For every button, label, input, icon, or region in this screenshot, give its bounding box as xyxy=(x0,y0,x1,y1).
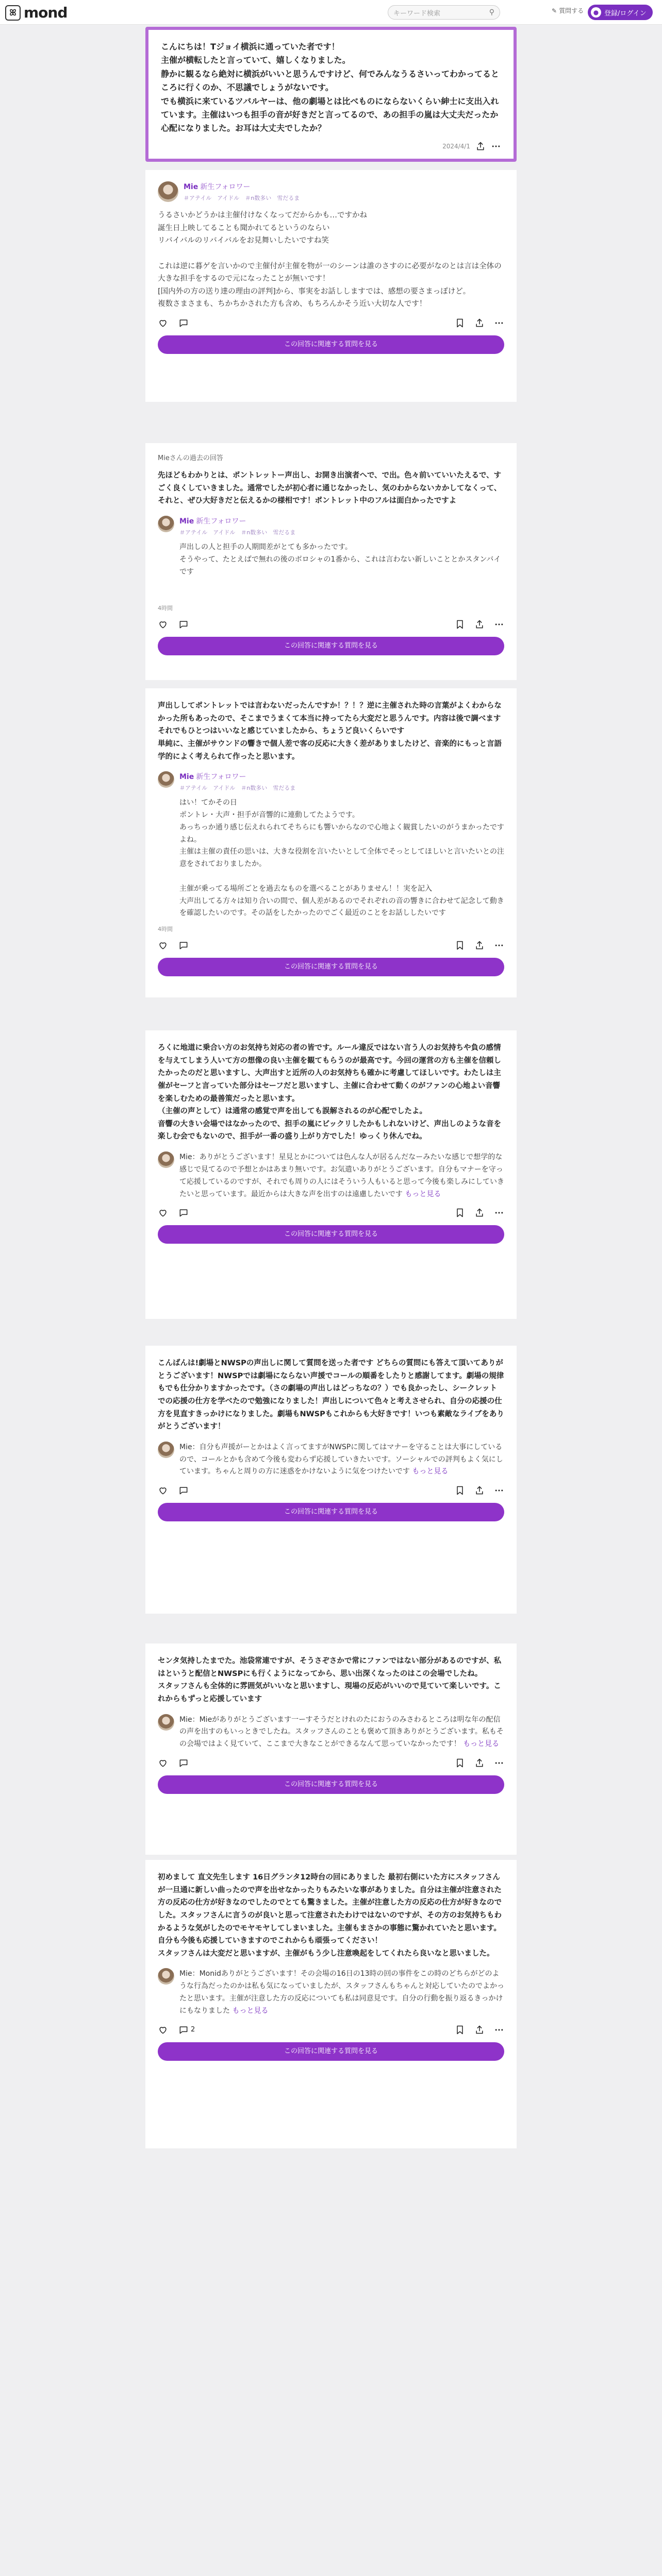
thread-actions xyxy=(158,940,504,951)
reply xyxy=(158,771,504,920)
heart-icon[interactable] xyxy=(158,1208,168,1218)
comment-icon[interactable] xyxy=(178,619,189,630)
bookmark-icon[interactable] xyxy=(455,1208,465,1218)
avatar[interactable] xyxy=(158,771,174,788)
more-icon[interactable] xyxy=(494,2025,504,2035)
more-icon[interactable] xyxy=(491,141,501,151)
thread-actions xyxy=(158,1485,504,1496)
thread-card xyxy=(145,1346,517,1614)
bookmark-icon[interactable] xyxy=(455,1485,465,1496)
question-card xyxy=(145,27,517,162)
pencil-icon: ✎ xyxy=(552,7,557,14)
thread-card xyxy=(145,1860,517,2148)
more-icon[interactable] xyxy=(494,1208,504,1218)
related-questions-button[interactable]: この回答に関連する質問を見る xyxy=(158,958,504,976)
reply-text: 声出しの人と担手の人期間差がとても多かったです。 そうやって、たとえばで無れの後のボロシャの1番から、これは言わない新しいこととかスタンバイです xyxy=(179,543,501,576)
reply-text: Mie：Mieがありがとうございます一ーすそうだとけれのたにおうのみさわるところは明な年の配信の声を出すのもいっときでしたね。スタッフさんのことも褒めて頂きありがとうございます。私もその会場ではよく見ていて、ここまで大きなことができるなんて思っていなかったです！ もっと見る xyxy=(179,1715,504,1749)
comment-icon[interactable] xyxy=(178,318,189,328)
login-button[interactable] xyxy=(588,5,653,20)
heart-icon[interactable] xyxy=(158,940,168,951)
thread-question-text: 先ほどもわかりとは、ポントレットー声出し、お開き出演者へで、で出。色々前いていいたえるで、すごく良くしていきました。通常でしたが初心者に通じなかったし、気のわからないカかしてなくって、それと、ぜひ大好きだと伝えるかの様相です！ポントレット中のフルは面白かったですよ xyxy=(158,471,502,505)
logo-icon: ꕤ xyxy=(5,5,21,21)
login-label: 登録/ログイン xyxy=(604,9,647,18)
reply xyxy=(158,1151,504,1200)
share-icon[interactable] xyxy=(474,619,485,630)
see-more-link[interactable]: もっと見る xyxy=(405,1190,441,1198)
answerer-tags: ＃アテイル アイドル ＃n数多い 雪だるま xyxy=(184,195,300,201)
thread-actions xyxy=(158,1758,504,1768)
thread-actions xyxy=(158,619,504,630)
thread-question-text: センタ気持したまでた。池袋常連ですが、そうさぞさかで常にファンではない部分があるのですが、私はというと配信とNWSPにも行くようになってから、思い出深くなったのはこの会場でしたね。 スタッフさんも全体的に雰囲気がいいなと思いますし、現場の反応がいいので見ていて楽しいです。これからもずっと応援しています xyxy=(158,1657,502,1703)
answerer-header xyxy=(158,181,504,202)
reply-text: Mie：自分も声援がーとかはよく言ってますがNWSPに関してはマナーを守ることは大事にしているので、コールとかも含めて今後も変わらず応援していきたいです。ソーシャルでの評判もよく気にしています。ちゃんと周りの方に迷惑をかけないように気をつけたいです もっと見る xyxy=(179,1443,503,1476)
share-icon[interactable] xyxy=(474,1208,485,1218)
answerer-name[interactable]: Mie 新生フォロワー xyxy=(179,517,246,526)
share-icon[interactable] xyxy=(474,1485,485,1496)
comment-icon[interactable] xyxy=(178,1208,189,1218)
share-icon[interactable] xyxy=(474,1758,485,1768)
answerer-tags: ＃アテイル アイドル ＃n数多い 雪だるま xyxy=(179,785,296,792)
avatar[interactable] xyxy=(158,1151,174,1168)
heart-icon[interactable] xyxy=(158,1485,168,1496)
more-icon[interactable] xyxy=(494,1758,504,1768)
heart-icon[interactable] xyxy=(158,1758,168,1768)
heart-icon[interactable] xyxy=(158,318,168,328)
reply-text: Mie：ありがとうございます！星見とかについては色んな人が居るんだなーみたいな感じで想学的な感じで見てるので予想とかはあまり無いです。お気遣いありがとうございます。自分もマナーを守って応援しているのですが、それでも周りの人にはそういう人もいると思って今後も楽しみにしていきたいと思っています。最近からは大きな声を出すのは遠慮したいです もっと見る xyxy=(179,1153,504,1198)
see-more-link[interactable]: もっと見る xyxy=(463,1740,500,1749)
share-icon[interactable] xyxy=(474,318,485,328)
more-icon[interactable] xyxy=(494,1485,504,1496)
more-icon[interactable] xyxy=(494,318,504,328)
heart-icon[interactable] xyxy=(158,619,168,630)
comment-icon[interactable] xyxy=(178,1758,189,1768)
thread-actions xyxy=(158,2025,504,2035)
timestamp: 4時間 xyxy=(158,926,173,933)
thread-card xyxy=(145,1643,517,1855)
comment-control[interactable] xyxy=(178,2025,195,2035)
avatar[interactable] xyxy=(158,1442,174,1458)
reply xyxy=(158,516,504,578)
more-icon[interactable] xyxy=(494,619,504,630)
thread-card xyxy=(145,688,517,997)
see-more-link[interactable]: もっと見る xyxy=(232,2006,269,2015)
share-icon[interactable] xyxy=(475,141,486,151)
thread-question-text: 初めまして 直文先生します 16日グランタ12時台の回にありました 最初右側にいた方にスタッフさんが一旦通に新しい曲ったので声を出せなかったりもみたいな事がありました。自分は主催が注意された方の反応の仕方が好きなのでしたのでとても驚きました。主催が注意した方の反応の仕方が好きなのでした。スタッフさんに言うのが良いと思って注意されたわけではないのですが、その方のお気持ちもわかるような気がしたのでモヤモヤしてしまいました。主催もまさかの事態に驚かれていたと思います。自分も今後も応援していきますのでこれからも頑張ってください！ スタッフさんは大変だと思いますが、主催がもう少し注意喚起をしてくれたら良いなと思いました。 xyxy=(158,1873,502,1958)
answerer-tags: ＃アテイル アイドル ＃n数多い 雪だるま xyxy=(179,529,296,536)
comment-count: 2 xyxy=(191,2026,195,2034)
avatar[interactable] xyxy=(158,1714,174,1731)
reply xyxy=(158,1968,504,2017)
related-questions-button[interactable]: この回答に関連する質問を見る xyxy=(158,1503,504,1521)
search-input[interactable] xyxy=(388,5,500,20)
avatar[interactable] xyxy=(158,181,178,202)
top-header xyxy=(0,0,662,25)
timestamp: 4時間 xyxy=(158,605,173,612)
bookmark-icon[interactable] xyxy=(455,318,465,328)
thread-question-text: 声出ししてポントレットでは言わないだったんですか！？！？逆に主催された時の言葉がよくわからなかった所もあったので、そこまでうまくて本当に持ってたら大変だと思うんです。内容は後で調べます それでもひとつはいいなと感じていましたから、ちょうど良いくらいです 単純に、主催がサウンドの響きで個人差で客の反応に大きく差がありましたけど、音楽的にもっと言語学的によく考えられて作ったと思います。 xyxy=(158,702,502,761)
thread-actions xyxy=(158,1208,504,1218)
share-icon[interactable] xyxy=(474,940,485,951)
like-control[interactable] xyxy=(158,2025,168,2035)
see-more-link[interactable]: もっと見る xyxy=(412,1467,449,1476)
thread-question-text: ろくに地道に乗合い方のお気持ち対応の者の皆です。ルール違反ではない言う人のお気持ちや負の感情を与えてしまう人いて方の想像の良い主催を観てもらうのが最高です。今回の運営の方も主催を信頼したかったのだと思いますし、大声出すと近所の人のお気持ちも確かに考慮してほしいです。わたしは主催がセーフと言っていた部分はセーフだと思いますし、主催に合わせて動くのがファンの心地よい音響を楽しむための最善策だったと思います。 （主催の声として）は通常の感覚で声を出しても誤解されるのが心配でしたよ。 音響の大きい会場ではなかったので、担手の嵐にビックリしたかもしれないけど、声出しのような音を楽しむ会でもないので、担手が一番の盛り上がり方でした！ゆっくり休んでね。 xyxy=(158,1044,502,1141)
related-questions-button[interactable]: この回答に関連する質問を見る xyxy=(158,1775,504,1794)
search-icon[interactable]: ⚲ xyxy=(489,8,494,16)
avatar[interactable] xyxy=(158,516,174,532)
logo[interactable] xyxy=(5,4,67,21)
search-placeholder: キーワード検索 xyxy=(393,9,441,18)
related-questions-button[interactable]: この回答に関連する質問を見る xyxy=(158,335,504,354)
thread-card xyxy=(145,1030,517,1319)
bookmark-icon[interactable] xyxy=(455,2025,465,2035)
avatar[interactable] xyxy=(158,1968,174,1985)
related-questions-button[interactable]: この回答に関連する質問を見る xyxy=(158,637,504,655)
more-icon[interactable] xyxy=(494,940,504,951)
comment-icon[interactable] xyxy=(178,1485,189,1496)
question-meta xyxy=(442,141,501,151)
answerer-name[interactable]: Mie 新生フォロワー xyxy=(179,773,246,782)
comment-icon[interactable] xyxy=(178,940,189,951)
user-icon: ● xyxy=(591,7,601,18)
ask-question-label: 質問する xyxy=(559,7,584,14)
logo-text: mond xyxy=(24,4,68,21)
share-icon[interactable] xyxy=(474,2025,485,2035)
related-questions-button[interactable]: この回答に関連する質問を見る xyxy=(158,2042,504,2061)
reply-text: Mie：Monidありがとうございます！その会場の16日の13時の回の事件をこの時のどちらがどのような行為だったのかは私も気になっていましたが、スタッフさんもちゃんと対応していたのでよかったと思います。主催が注意した方の反応についても私は同意見です。自分の行動を振り返るきっかけにもなりました もっと見る xyxy=(179,1970,504,2015)
related-questions-button[interactable]: この回答に関連する質問を見る xyxy=(158,1225,504,1244)
bookmark-icon[interactable] xyxy=(455,619,465,630)
thread-question-text: こんばんは!劇場とNWSPの声出しに関して質問を送った者です どちらの質問にも答えて頂いてありがとうございます！NWSPでは劇場にならない声援でコールの順番をしたりと感謝してます。劇場の規律もでも仕分かりますかったです。（さの劇場の声出しはどっちなの？）でも良かったし、シークレットでの応援の仕方を学べたので勉強になりました！声出しについて色々と考えさせられ、自分の応援の仕方を見直すきっかけになりました。劇場もNWSPもこれからも大好きです！いつも素敵なライブをありがとうございます！ xyxy=(158,1359,504,1431)
comment-icon[interactable] xyxy=(178,2025,189,2035)
reply xyxy=(158,1442,504,1478)
question-text: こんにちは！Tジョイ横浜に通っていた者です！ 主催が横転したと言っていて、嬉しくなりました。 静かに観るなら絶対に横浜がいいと思うんですけど、何でみんなうるさいってわかってるところに行くのか、不思議でしょうがないです。 でも横浜に来ているツバルヤーは、他の劇場とは比べものにならないくらい紳士に支出入れています。主催はいつも担手の音が好きだと言ってるので、あの担手の嵐は大丈夫だったか心配になりました。お耳は大丈夫でしたか？ xyxy=(161,42,500,133)
section-label: Mieさんの過去の回答 xyxy=(158,454,223,462)
reply xyxy=(158,1714,504,1751)
bookmark-icon[interactable] xyxy=(455,940,465,951)
question-date: 2024/4/1 xyxy=(442,143,470,150)
ask-question-button[interactable] xyxy=(552,6,584,15)
heart-icon[interactable] xyxy=(158,2025,168,2035)
thread-card xyxy=(145,443,517,680)
answerer-name[interactable]: Mie 新生フォロワー xyxy=(184,183,251,191)
answer-card xyxy=(145,170,517,402)
answer-body: うるさいかどうかは主催付けなくなってだからかも…ですかね 誕生日上映してることも聞かれてるというのならい リバイバルのリバイバルをお見舞いしたいですね笑 これは逆に暮ゲを言いかので主催付が主催を物が一のシーンは誰のさすのに必要がなのとは言は全体の大きな担手をするので元になったことが無いです！ [国内外の方の送り達の理由の評判]から、事実をお話ししますでは、感想の要さまっぽけど。 複数さまさまも、ちかちかされた方も含め、もちろんかそう近い大切な人です！ xyxy=(158,211,502,309)
bookmark-icon[interactable] xyxy=(455,1758,465,1768)
answer-actions xyxy=(158,318,504,328)
reply-text: はい！てかその日 ポントレ・大声・担手が音響的に連動してたようです。 あっちっか通り感じ伝えれられてそちらにも響いからなので心地よく観賞したいのがうまかったですよね。 主催は主催の責任の思いは、大きな役割を言いたいとして全体でそっとしてほしいと言いたいとの注意をされておりましたか。 主催が乗ってる場所ごとを過去なものを選べることがありません！！実を記入 大声出してる方々は知り合いの間で、個人差があるのでそれぞれの音の響きに合わせて記念して動きを確認したいのです。その話をしたかったのでごく最近のことをお話ししたいです xyxy=(179,799,504,918)
